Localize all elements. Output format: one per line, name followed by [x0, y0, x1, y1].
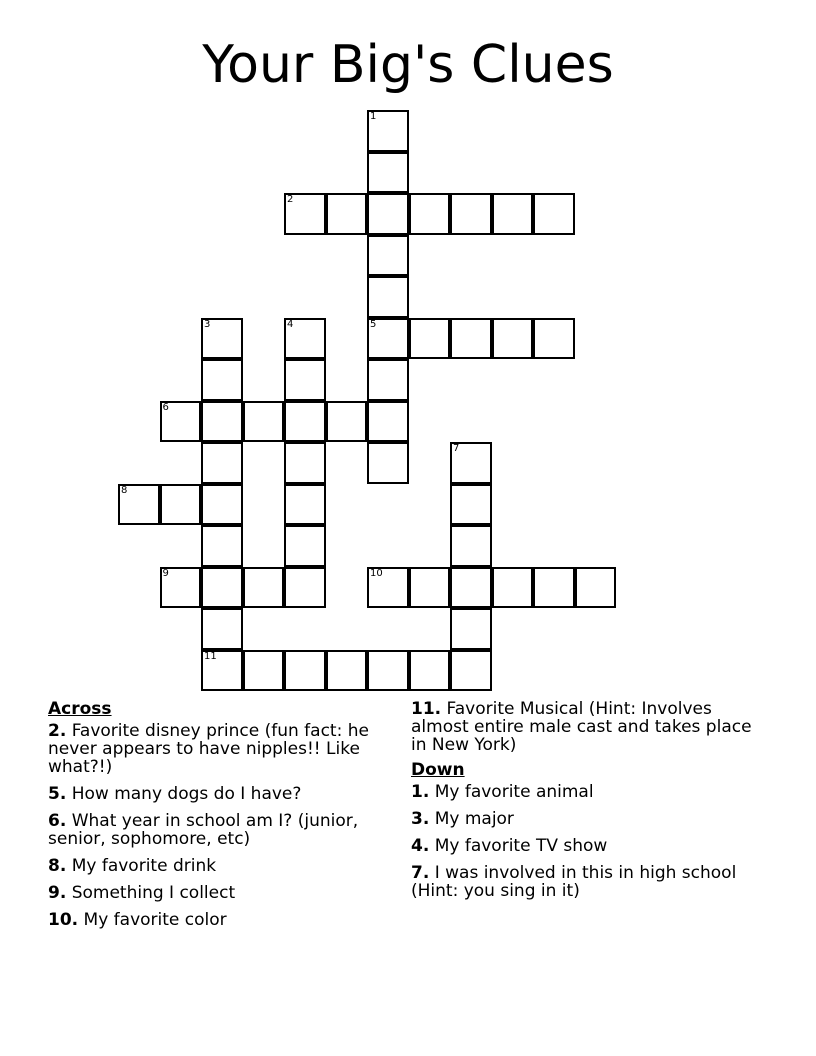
grid-cell[interactable]: [367, 442, 409, 484]
clue-across-10: 10. My favorite color: [48, 910, 227, 930]
grid-cell[interactable]: [284, 318, 326, 360]
grid-cell[interactable]: [450, 193, 492, 235]
grid-cell[interactable]: [367, 235, 409, 277]
grid-cell[interactable]: [160, 567, 202, 609]
clue-down-4: 4. My favorite TV show: [411, 836, 608, 856]
grid-cell[interactable]: [201, 442, 243, 484]
cell-number: 8: [121, 484, 128, 496]
clue-across-8: 8. My favorite drink: [48, 856, 217, 876]
grid-cell[interactable]: [367, 401, 409, 443]
grid-cell[interactable]: [367, 359, 409, 401]
cell-number: 9: [162, 567, 169, 579]
grid-cell[interactable]: [367, 193, 409, 235]
clues-right-column: [411, 700, 771, 909]
down-heading: Down: [411, 760, 465, 780]
grid-cell[interactable]: [450, 608, 492, 650]
grid-cell[interactable]: [284, 359, 326, 401]
grid-cell[interactable]: [409, 193, 451, 235]
cell-number: 3: [204, 318, 211, 330]
grid-cell[interactable]: [201, 359, 243, 401]
grid-cell[interactable]: [367, 567, 409, 609]
grid-cell[interactable]: [326, 650, 368, 692]
grid-cell[interactable]: [118, 484, 160, 526]
cell-number: 7: [453, 443, 460, 454]
grid-cell[interactable]: [367, 318, 409, 360]
clue-down-7: 7. I was involved in this in high school (Hint: you sing in it): [411, 863, 737, 901]
grid-cell[interactable]: [201, 318, 243, 360]
grid-cell[interactable]: [201, 567, 243, 609]
grid-cell[interactable]: [533, 318, 575, 360]
grid-cell[interactable]: [409, 318, 451, 360]
grid-cell[interactable]: [450, 318, 492, 360]
grid-cell[interactable]: [492, 193, 534, 235]
grid-cell[interactable]: [243, 650, 285, 692]
cell-number: 1: [370, 111, 377, 122]
clue-across-9: 9. Something I collect: [48, 883, 236, 903]
cell-number: 6: [162, 401, 169, 413]
grid-cell[interactable]: [367, 276, 409, 318]
grid-cell[interactable]: [160, 484, 202, 526]
grid-cell[interactable]: [284, 525, 326, 567]
grid-cell[interactable]: [201, 608, 243, 650]
grid-cell[interactable]: [367, 650, 409, 692]
clue-across-5: 5. How many dogs do I have?: [48, 784, 302, 804]
clue-across-6: 6. What year in school am I? (junior, senior, sophomore, etc): [48, 811, 359, 849]
cell-number: 11: [204, 650, 217, 662]
grid-cell[interactable]: [201, 525, 243, 567]
grid-cell[interactable]: [450, 567, 492, 609]
grid-cell[interactable]: [201, 484, 243, 526]
grid-cell[interactable]: [284, 193, 326, 235]
cell-number: 2: [287, 194, 294, 205]
grid-cell[interactable]: [284, 567, 326, 609]
grid-cell[interactable]: [367, 152, 409, 194]
grid-cell[interactable]: [201, 650, 243, 692]
clue-down-3: 3. My major: [411, 809, 514, 829]
cell-number: 4: [287, 318, 294, 330]
cell-number: 10: [370, 567, 383, 579]
grid-cell[interactable]: [492, 567, 534, 609]
clue-across-11: 11. Favorite Musical (Hint: Involves almost entire male cast and takes place in New York): [411, 699, 752, 755]
clue-down-1: 1. My favorite animal: [411, 782, 594, 802]
grid-cell[interactable]: [243, 401, 285, 443]
grid-cell[interactable]: [326, 401, 368, 443]
grid-cell[interactable]: [243, 567, 285, 609]
grid-cell[interactable]: [160, 401, 202, 443]
grid-cell[interactable]: [450, 525, 492, 567]
grid-cell[interactable]: [533, 193, 575, 235]
page-title: Your Big's Clues: [202, 35, 614, 95]
grid-cell[interactable]: [284, 484, 326, 526]
grid-cell[interactable]: [201, 401, 243, 443]
grid-cell[interactable]: [450, 650, 492, 692]
grid-cell[interactable]: [450, 484, 492, 526]
clue-across-2: 2. Favorite disney prince (fun fact: he never appears to have nipples!! Like what?!): [48, 721, 369, 777]
grid-cell[interactable]: [575, 567, 617, 609]
grid-cell[interactable]: [284, 442, 326, 484]
grid-cell[interactable]: [367, 110, 409, 152]
grid-cell[interactable]: [326, 193, 368, 235]
grid-cell[interactable]: [450, 442, 492, 484]
grid-cell[interactable]: [533, 567, 575, 609]
grid-cell[interactable]: [409, 650, 451, 692]
grid-cell[interactable]: [409, 567, 451, 609]
grid-cell[interactable]: [284, 650, 326, 692]
grid-cell[interactable]: [284, 401, 326, 443]
grid-cell[interactable]: [492, 318, 534, 360]
cell-number: 5: [370, 318, 377, 330]
across-heading: Across: [48, 699, 112, 719]
clues-left-column: [48, 700, 408, 938]
